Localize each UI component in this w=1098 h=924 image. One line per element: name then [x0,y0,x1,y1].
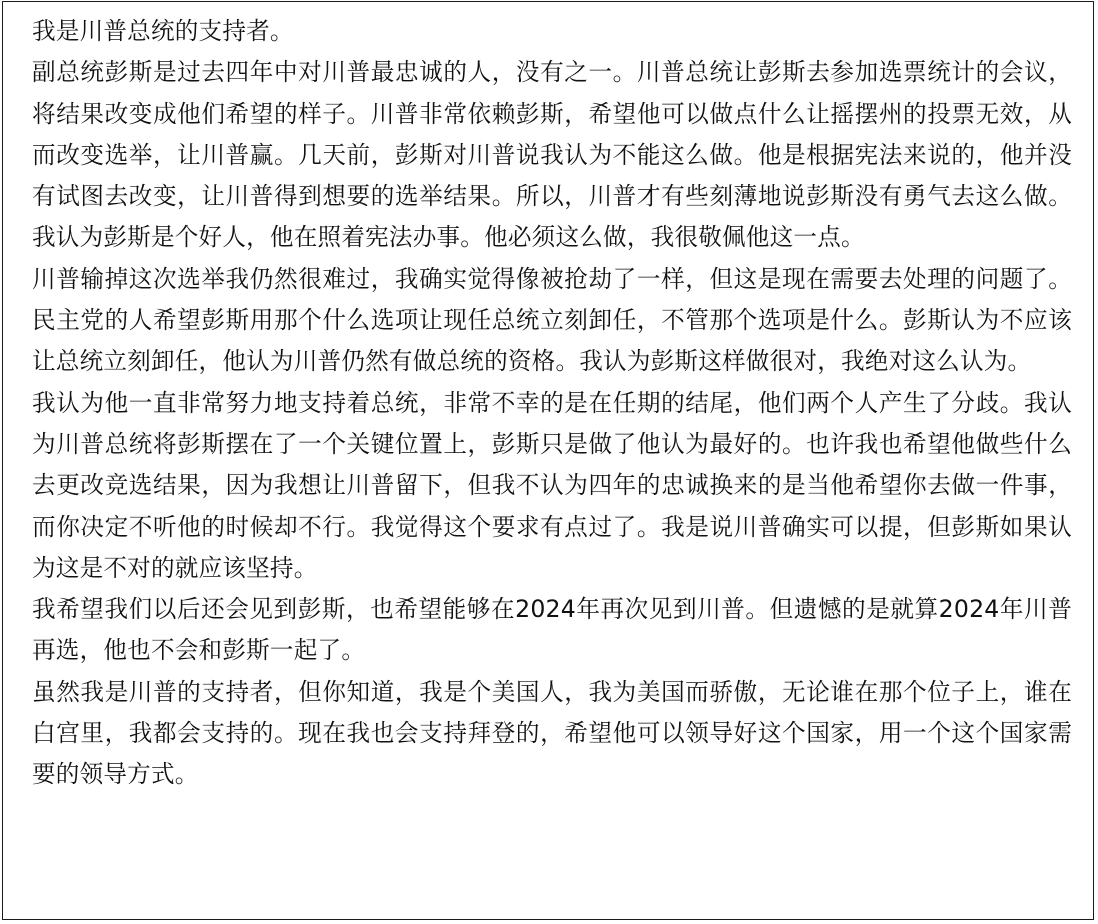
paragraph-1: 我是川普总统的支持者。 [32,17,294,45]
paragraph-4: 我认为他一直非常努力地支持着总统，非常不幸的是在任期的结尾，他们两个人产生了分歧。我认为川普总统将彭斯摆在了一个关键位置上，彭斯只是做了他认为最好的。也许我也希望他做些什么去更改竞选结果，因为我想让川普留下，但我不认为四年的忠诚换来的是当他希望你去做一件事，而你决定不听他的时候却不行。我觉得这个要求有点过了。我是说川普确实可以提，但彭斯如果认为这是不对的就应该坚持。 [32,388,1072,582]
paragraph-6: 虽然我是川普的支持者，但你知道，我是个美国人，我为美国而骄傲，无论谁在那个位子上，谁在白宫里，我都会支持的。现在我也会支持拜登的，希望他可以领导好这个国家，用一个这个国家需要的领导方式。 [32,677,1072,789]
document-body [32,11,1072,796]
paragraph-2: 副总统彭斯是过去四年中对川普最忠诚的人，没有之一。川普总统让彭斯去参加选票统计的会议，将结果改变成他们希望的样子。川普非常依赖彭斯，希望他可以做点什么让摇摆州的投票无效，从而改变选举，让川普赢。几天前，彭斯对川普说我认为不能这么做。他是根据宪法来说的，他并没有试图去改变，让川普得到想要的选举结果。所以，川普才有些刻薄地说彭斯没有勇气去这么做。我认为彭斯是个好人，他在照着宪法办事。他必须这么做，我很敬佩他这一点。 [32,58,1072,252]
paragraph-5: 我希望我们以后还会见到彭斯，也希望能够在2024年再次见到川普。但遗憾的是就算2024年川普再选，他也不会和彭斯一起了。 [32,595,1072,665]
paragraph-3: 川普输掉这次选举我仍然很难过，我确实觉得像被抢劫了一样，但这是现在需要去处理的问题了。民主党的人希望彭斯用那个什么选项让现任总统立刻卸任，不管那个选项是什么。彭斯认为不应该让总统立刻卸任，他认为川普仍然有做总统的资格。我认为彭斯这样做很对，我绝对这么认为。 [32,264,1072,376]
text-frame [2,1,1094,920]
